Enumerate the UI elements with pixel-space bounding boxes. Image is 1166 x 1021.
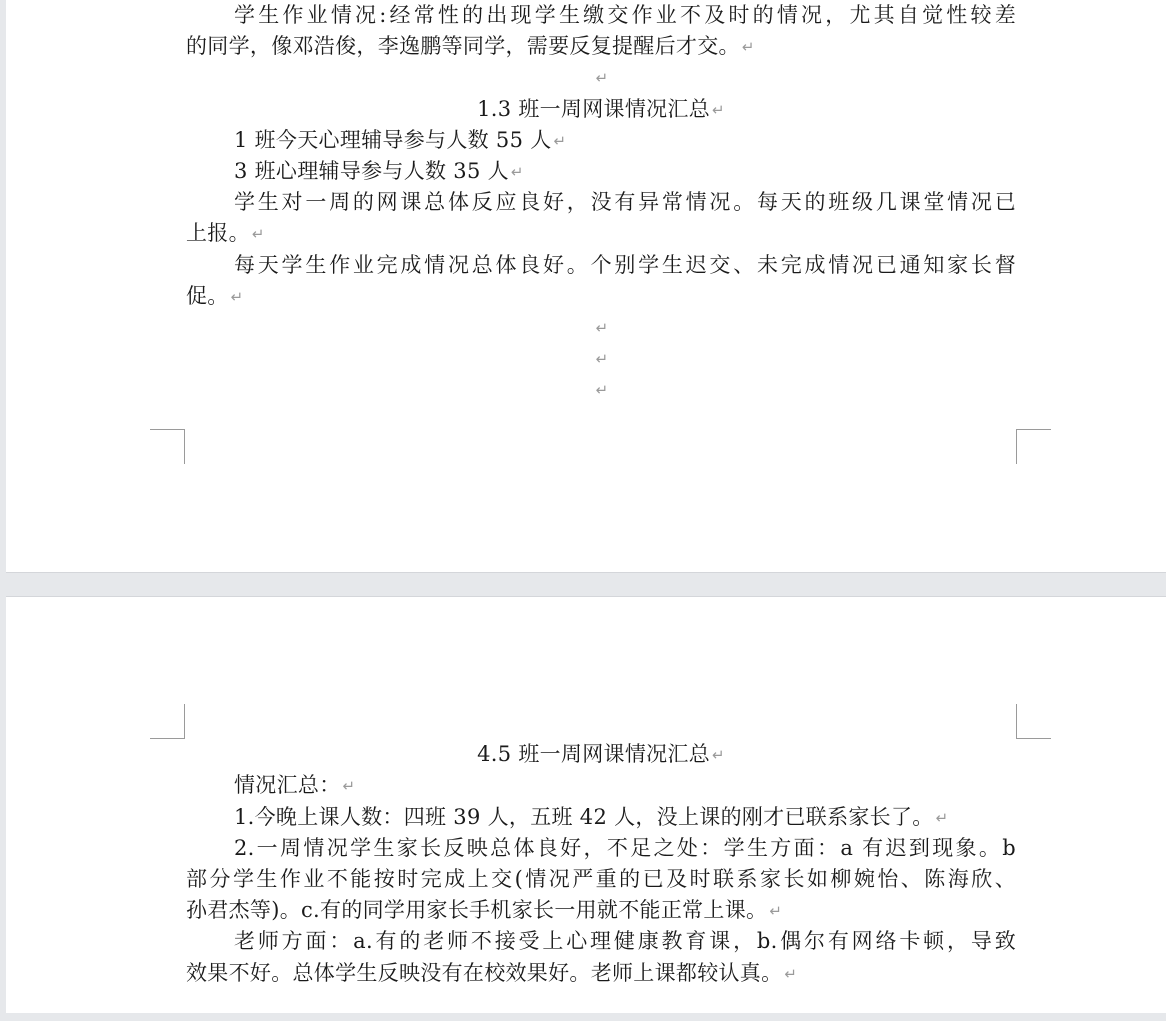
paragraph-mark-icon: ↵: [741, 38, 755, 56]
empty-paragraph[interactable]: [186, 312, 1016, 344]
paragraph-mark-icon: ↵: [251, 225, 265, 243]
margin-corner-bottom-right: [1016, 429, 1051, 464]
paragraph-mark-icon: ↵: [230, 288, 244, 306]
paragraph-mark-icon: ↵: [595, 381, 609, 399]
paragraph-mark-icon: ↵: [595, 319, 609, 337]
paragraph-mark-icon: ↵: [712, 746, 725, 764]
empty-paragraph[interactable]: [186, 374, 1016, 406]
margin-corner-top-right: [1016, 704, 1051, 739]
paragraph-feedback-line2[interactable]: 上报。 ↵: [186, 221, 265, 245]
paragraph-mark-icon: ↵: [553, 132, 567, 150]
paragraph-mark-icon: ↵: [935, 809, 949, 827]
empty-paragraph[interactable]: [186, 62, 1016, 94]
paragraph-mark-icon: ↵: [769, 902, 783, 920]
paragraph-feedback-line1[interactable]: 学生对一周的网课总体反应良好，没有异常情况。每天的班级几课堂情况已: [234, 190, 1016, 214]
paragraph-item2-line3[interactable]: 孙君杰等)。c.有的同学用家长手机家长一用就不能正常上课。 ↵: [186, 898, 783, 922]
paragraph-homework-line2[interactable]: 的同学，像邓浩俊，李逸鹏等同学，需要反复提醒后才交。 ↵: [186, 34, 755, 58]
paragraph-mark-icon: ↵: [712, 101, 725, 119]
section-heading-1-3[interactable]: 1.3 班一周网课情况汇总 ↵: [477, 97, 725, 121]
empty-paragraph[interactable]: [186, 343, 1016, 375]
paragraph-mark-icon: ↵: [784, 965, 798, 983]
paragraph-teacher-line2[interactable]: 效果不好。总体学生反映没有在校效果好。老师上课都较认真。 ↵: [186, 961, 798, 985]
paragraph-item2-line1[interactable]: 2.一周情况学生家长反映总体良好，不足之处：学生方面：a 有迟到现象。b: [234, 836, 1016, 860]
paragraph-item1[interactable]: 1.今晚上课人数：四班 39 人，五班 42 人，没上课的刚才已联系家长了。 ↵: [234, 805, 949, 829]
document-page-1: [6, 0, 1166, 573]
paragraph-daily-line1[interactable]: 每天学生作业完成情况总体良好。个别学生迟交、未完成情况已通知家长督: [234, 253, 1016, 277]
paragraph-teacher-line1[interactable]: 老师方面：a.有的老师不接受上心理健康教育课，b.偶尔有网络卡顿，导致: [234, 929, 1016, 953]
document-page-2: [6, 596, 1166, 1013]
paragraph-item2-line2[interactable]: 部分学生作业不能按时完成上交(情况严重的已及时联系家长如柳婉怡、陈海欣、: [186, 867, 1016, 891]
paragraph-daily-line2[interactable]: 促。 ↵: [186, 284, 244, 308]
paragraph-class3-count[interactable]: 3 班心理辅导参与人数 35 人 ↵: [234, 159, 524, 183]
paragraph-mark-icon: ↵: [510, 163, 524, 181]
margin-corner-bottom-left: [150, 429, 185, 464]
paragraph-mark-icon: ↵: [595, 69, 609, 87]
paragraph-summary-label[interactable]: 情况汇总： ↵: [234, 773, 356, 797]
margin-corner-top-left: [150, 704, 185, 739]
section-heading-4-5[interactable]: 4.5 班一周网课情况汇总 ↵: [477, 742, 725, 766]
paragraph-mark-icon: ↵: [595, 350, 609, 368]
paragraph-mark-icon: ↵: [342, 777, 356, 795]
paragraph-homework-line1[interactable]: 学生作业情况:经常性的出现学生缴交作业不及时的情况，尤其自觉性较差: [234, 3, 1016, 27]
paragraph-class1-count[interactable]: 1 班今天心理辅导参与人数 55 人 ↵: [234, 128, 567, 152]
